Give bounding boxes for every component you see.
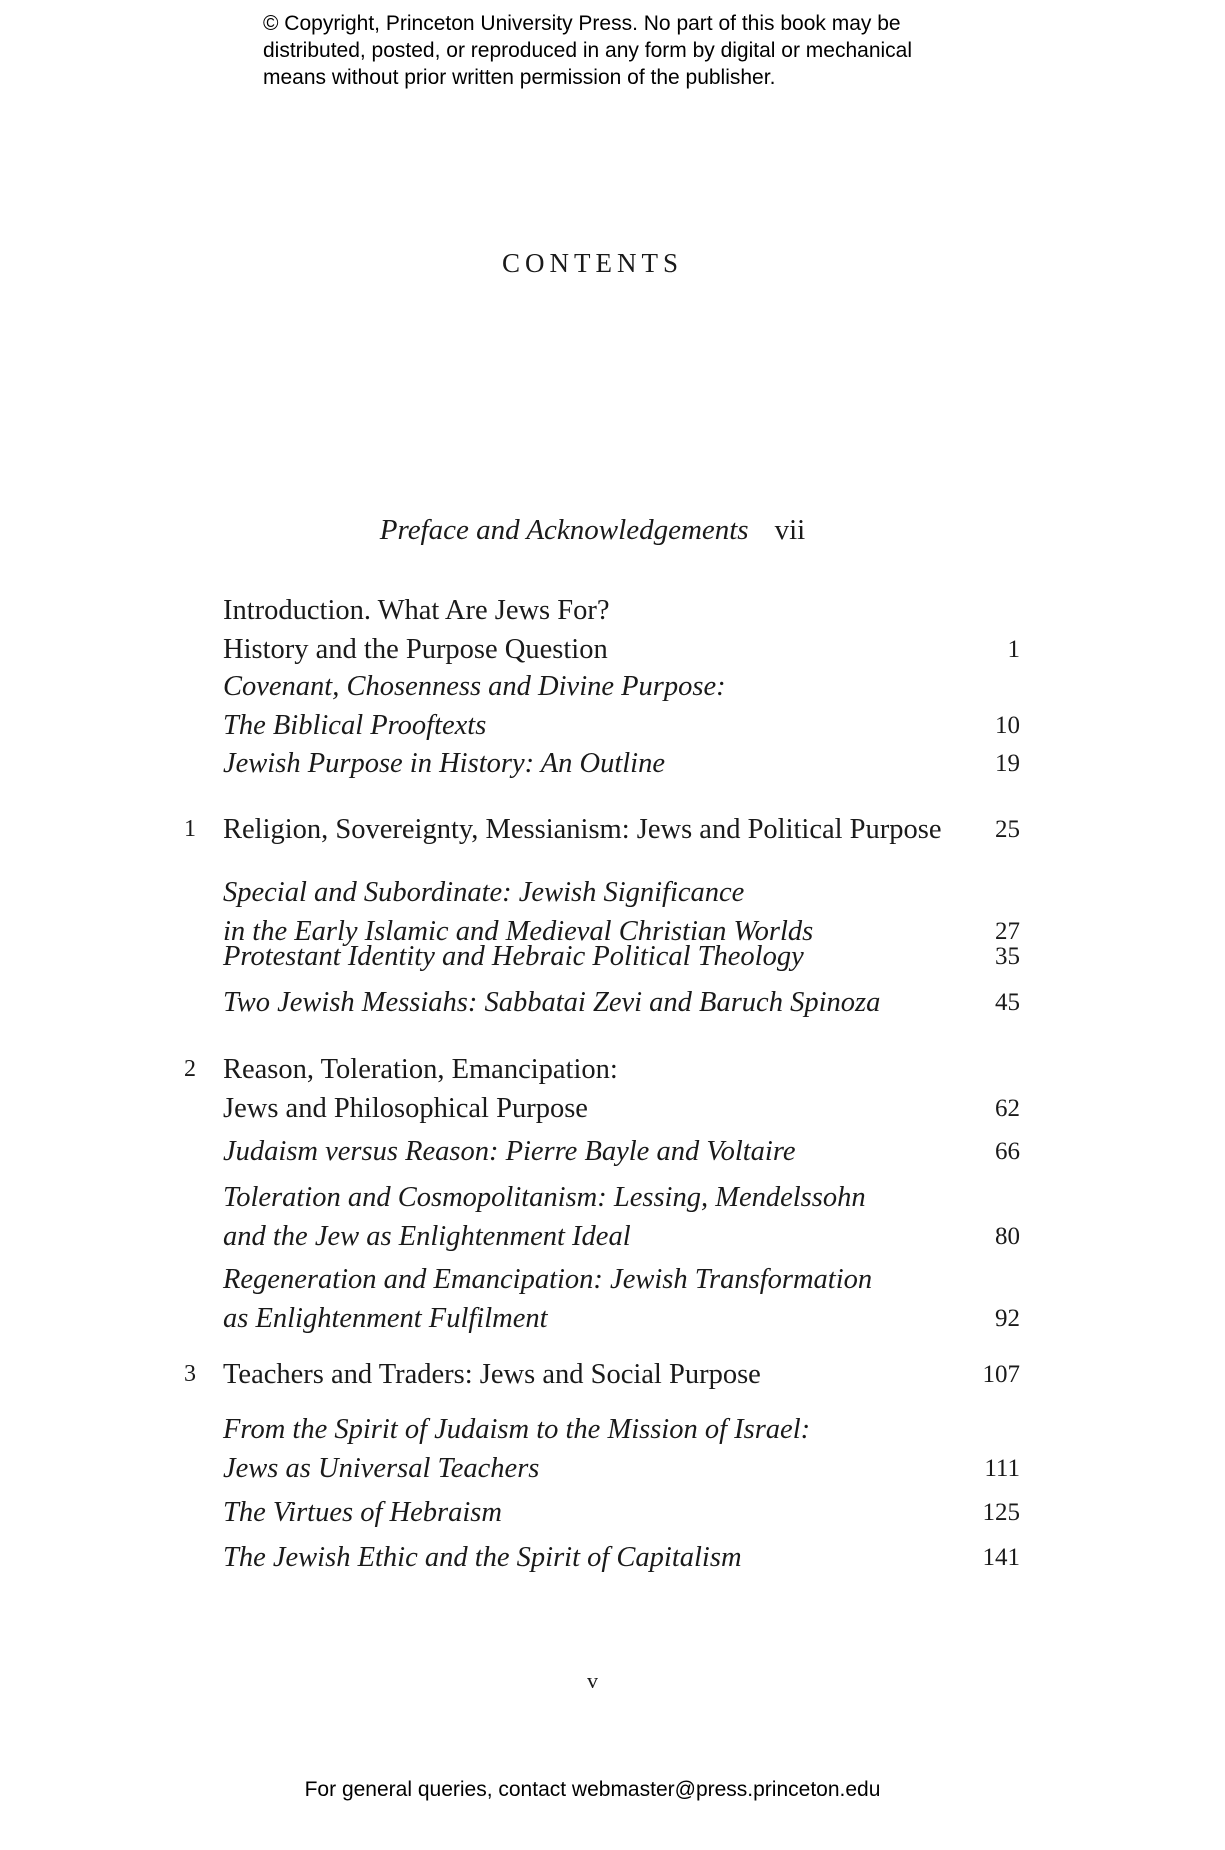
toc-page-number: 1 [1007, 636, 1020, 663]
toc-page-number: 92 [995, 1305, 1020, 1332]
toc-page-number: 66 [995, 1138, 1020, 1165]
toc-entry-title-line: Reason, Toleration, Emancipation: [223, 1054, 618, 1085]
toc-chapter-number: 3 [184, 1361, 196, 1387]
toc-entry-title [223, 1132, 943, 1171]
toc-entry-title-line: Regeneration and Emancipation: Jewish Transformation [223, 1264, 873, 1295]
toc-entry-title-line: The Biblical Prooftexts [223, 710, 487, 741]
footer-contact: For general queries, contact webmaster@press.princeton.edu [304, 1778, 881, 1801]
toc-entry-title-line: Jews and Philosophical Purpose [223, 1093, 588, 1124]
toc-page-number: 111 [984, 1455, 1020, 1482]
toc-entry-title-line: Jewish Purpose in History: An Outline [223, 748, 665, 779]
toc-page-number: 35 [995, 943, 1020, 970]
toc-entry-title-line: as Enlightenment Fulfilment [223, 1303, 548, 1334]
toc-page-number: 80 [995, 1223, 1020, 1250]
toc-page-number: 125 [982, 1499, 1020, 1526]
toc-page-number: 10 [995, 712, 1020, 739]
toc-entry-title-line: and the Jew as Enlightenment Ideal [223, 1221, 631, 1252]
toc-entry-title [223, 937, 943, 976]
toc-entry-title [223, 667, 943, 745]
toc-entry-title [223, 1260, 943, 1338]
toc-entry-title [223, 810, 943, 849]
toc-entry-title-line: The Jewish Ethic and the Spirit of Capitalism [223, 1542, 742, 1573]
toc-entry-title [223, 591, 943, 669]
copyright-line-1: © Copyright, Princeton University Press. No part of this book may be [263, 12, 901, 35]
copyright-notice [263, 10, 983, 91]
toc-entry-title-line: Jews as Universal Teachers [223, 1453, 540, 1484]
toc-entry-title [223, 983, 943, 1022]
copyright-line-2: distributed, posted, or reproduced in any form by digital or mechanical [263, 39, 913, 62]
toc-page-number: 62 [995, 1095, 1020, 1122]
toc-entry-title-line: in the Early Islamic and Medieval Christian Worlds [223, 916, 814, 947]
toc-page-number: 27 [995, 918, 1020, 945]
toc-preface-page: vii [774, 514, 806, 546]
toc-entry-title [223, 1410, 943, 1488]
toc-entry-title [223, 1355, 943, 1394]
toc-entry-title-line: Two Jewish Messiahs: Sabbatai Zevi and Baruch Spinoza [223, 987, 881, 1018]
toc-page-number: 107 [982, 1361, 1020, 1388]
toc-entry-title [223, 1050, 943, 1128]
toc-page-number: 141 [982, 1544, 1020, 1571]
toc-page-number: 25 [995, 816, 1020, 843]
toc-entry-title-line: Toleration and Cosmopolitanism: Lessing, Mendelssohn [223, 1182, 866, 1213]
toc-page-number: 45 [995, 989, 1020, 1016]
toc-entry-title-line: Introduction. What Are Jews For? [223, 595, 610, 626]
toc-entry-title [223, 1493, 943, 1532]
toc-entry-title-line: Special and Subordinate: Jewish Significance [223, 877, 745, 908]
toc-preface-title: Preface and Acknowledgements [379, 514, 749, 546]
toc-entry-title [223, 1538, 943, 1577]
toc-entry-title-line: History and the Purpose Question [223, 634, 608, 665]
toc-chapter-number: 2 [184, 1056, 196, 1082]
toc-preface-entry [0, 514, 1185, 547]
toc-chapter-number: 1 [184, 816, 196, 842]
toc-entry-title-line: Covenant, Chosenness and Divine Purpose: [223, 671, 726, 702]
toc-entry-title-line: Protestant Identity and Hebraic Political Theology [223, 941, 804, 972]
toc-entry-title-line: Religion, Sovereignty, Messianism: Jews and Political Purpose [223, 814, 942, 845]
page-folio: v [587, 1668, 598, 1693]
toc-entry-title-line: Teachers and Traders: Jews and Social Purpose [223, 1359, 761, 1390]
toc-entry-title [223, 1178, 943, 1256]
toc-entry-title [223, 744, 943, 783]
toc-page-number: 19 [995, 750, 1020, 777]
page-title: CONTENTS [502, 248, 683, 278]
toc-entry-title-line: From the Spirit of Judaism to the Mission of Israel: [223, 1414, 811, 1445]
copyright-line-3: means without prior written permission of the publisher. [263, 66, 776, 89]
toc-entry-title-line: The Virtues of Hebraism [223, 1497, 502, 1528]
toc-entry-title-line: Judaism versus Reason: Pierre Bayle and Voltaire [223, 1136, 796, 1167]
